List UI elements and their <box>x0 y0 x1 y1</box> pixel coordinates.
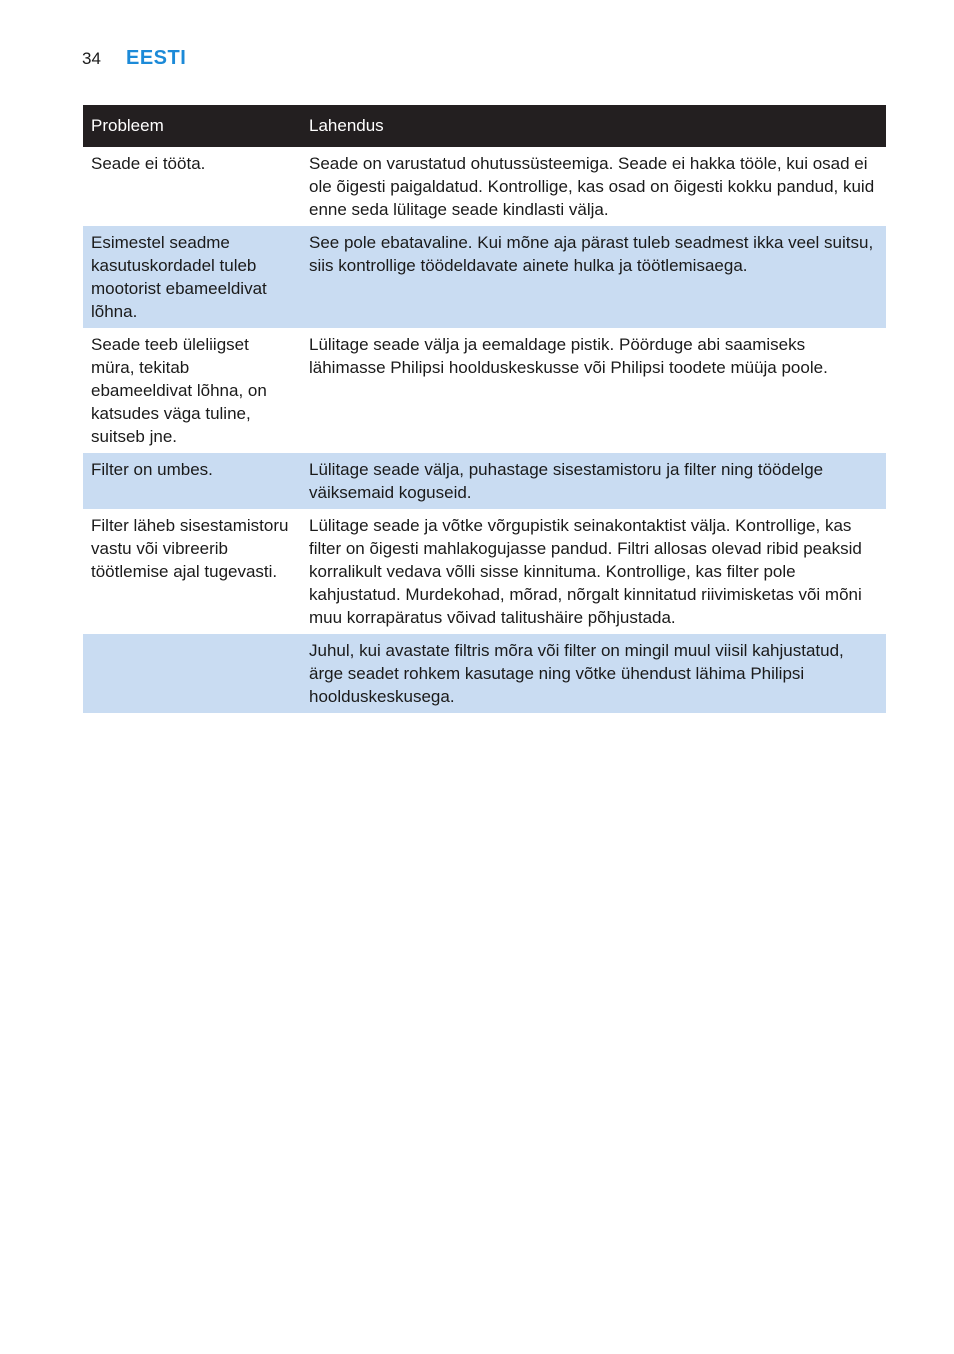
table-row <box>83 634 886 713</box>
table-row <box>83 453 886 509</box>
table-row <box>83 509 886 634</box>
page-number: 34 <box>82 49 101 68</box>
table-row <box>83 147 886 226</box>
table-row <box>83 328 886 453</box>
problem-cell: Seade teeb üleliigset müra, tekitab ebameeldivat lõhna, on katsudes väga tuline, suitseb jne. <box>91 335 267 446</box>
problem-cell: Filter on umbes. <box>83 453 301 509</box>
table-header-row <box>83 105 886 147</box>
problem-cell: Esimestel seadme kasutuskordadel tuleb mootorist ebameeldivat lõhna. <box>83 226 301 328</box>
column-header-solution: Lahendus <box>301 105 886 147</box>
solution-cell: Juhul, kui avastate filtris mõra või filter on mingil muul viisil kahjustatud, ärge seadet rohkem kasutage ning võtke ühendust lähima Philipsi hoolduskeskusega. <box>301 634 886 713</box>
solution-cell: Seade on varustatud ohutussüsteemiga. Seade ei hakka tööle, kui osad ei ole õigesti paigaldatud. Kontrollige, kas osad on õigesti kokku pandud, kuid enne seda lülitage seade kindlasti välja. <box>309 154 875 219</box>
solution-cell: Lülitage seade ja võtke võrgupistik seinakontaktist välja. Kontrollige, kas filter on õigesti mahlakogujasse pandud. Filtri allosas olevad ribid peaksid korralikult vedava võlli sisse kinnituma. Kontrollige, kas filter pole kahjustatud. Murdekohad, mõrad, nõrgalt kinnitatud riivimisketas või mõni muu korrapäratus võivad talitushäire põhjustada. <box>309 516 862 627</box>
table-row <box>83 226 886 328</box>
problem-cell: Filter läheb sisestamistoru vastu või vibreerib töötlemise ajal tugevasti. <box>91 516 289 581</box>
section-title: EESTI <box>126 47 187 69</box>
problem-cell: Seade ei tööta. <box>91 154 206 173</box>
column-header-problem: Probleem <box>83 105 301 147</box>
solution-cell: See pole ebatavaline. Kui mõne aja pärast tuleb seadmest ikka veel suitsu, siis kontrollige töödeldavate ainete hulka ja töötlemisaega. <box>301 226 886 328</box>
page-header <box>82 47 186 75</box>
troubleshooting-table <box>83 105 886 713</box>
problem-cell <box>83 634 301 713</box>
solution-cell: Lülitage seade välja, puhastage sisestamistoru ja filter ning töödelge väiksemaid koguseid. <box>301 453 886 509</box>
solution-cell: Lülitage seade välja ja eemaldage pistik. Pöörduge abi saamiseks lähimasse Philipsi hoolduskeskusse või Philipsi toodete müüja poole. <box>309 335 828 377</box>
